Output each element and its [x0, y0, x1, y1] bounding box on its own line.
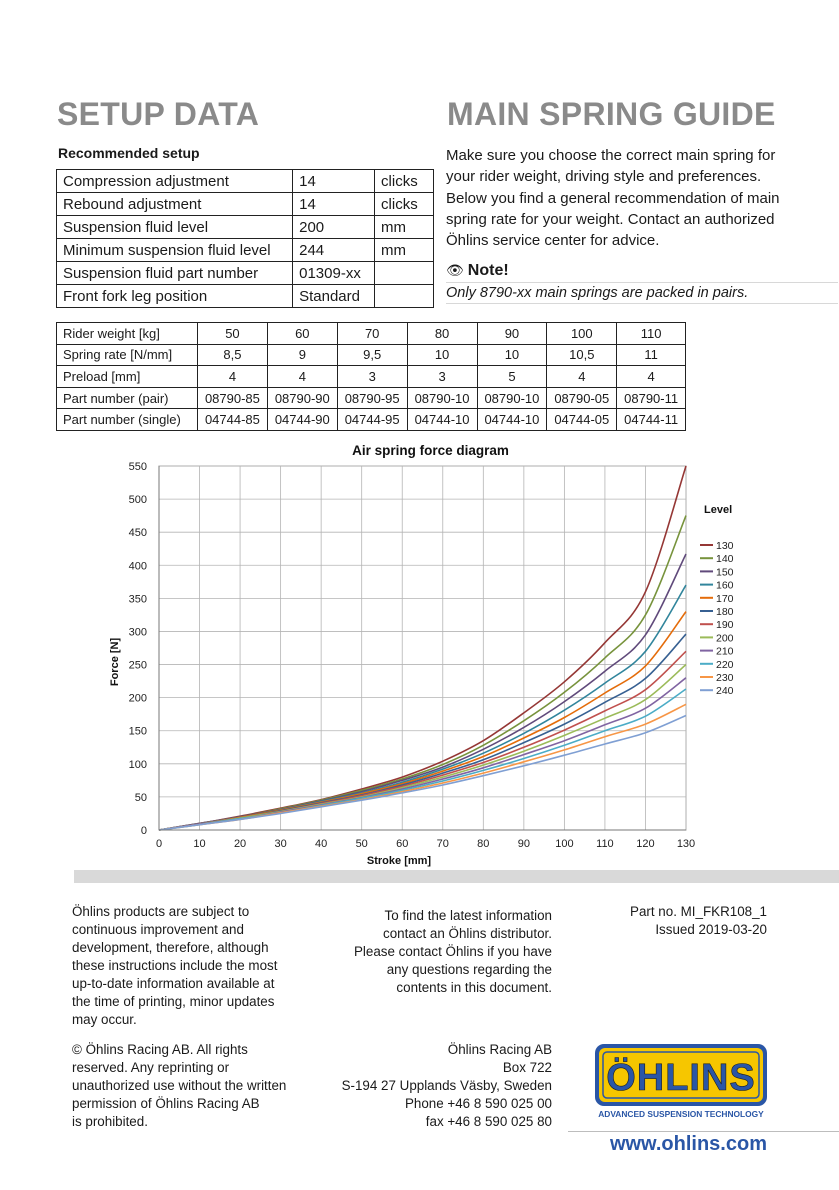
spring-cell: 04744-11 [617, 409, 686, 431]
contact-info-text [330, 907, 552, 997]
contact-line: Please contact Öhlins if you have [354, 944, 552, 959]
contact-line: any questions regarding the [386, 962, 552, 977]
contact-line: contact an Öhlins distributor. [383, 926, 552, 941]
x-tick-label: 90 [517, 838, 530, 850]
legend-title: Level [704, 504, 733, 516]
spring-cell: 9,5 [337, 344, 407, 366]
spring-table-row [57, 323, 686, 345]
setup-unit: clicks [375, 193, 434, 216]
disclaimer-line: up-to-date information available at [72, 976, 275, 991]
logo-wordmark: ÖHLINS [606, 1057, 756, 1099]
y-tick-label: 450 [128, 527, 147, 540]
setup-row [57, 170, 434, 193]
setup-unit [375, 285, 434, 308]
spring-cell: 90 [477, 323, 547, 345]
spring-cell: 08790-95 [337, 387, 407, 409]
document-info [580, 903, 767, 939]
setup-value: 14 [293, 170, 375, 193]
address-line: fax +46 8 590 025 80 [425, 1114, 552, 1129]
spring-cell: 3 [407, 366, 477, 388]
address-line: S-194 27 Upplands Väsby, Sweden [341, 1078, 552, 1093]
legend-label: 220 [716, 658, 734, 671]
legend-label: 150 [716, 566, 734, 579]
legend-label: 160 [716, 579, 734, 592]
part-number: Part no. MI_FKR108_1 [630, 904, 767, 919]
ohlins-logo [595, 1044, 767, 1119]
spring-cell: 4 [267, 366, 337, 388]
setup-parameter: Suspension fluid part number [57, 262, 293, 285]
footer-divider-bar [74, 870, 839, 883]
disclaimer-line: Öhlins products are subject to [72, 904, 250, 919]
setup-value: 244 [293, 239, 375, 262]
spring-cell: 04744-95 [337, 409, 407, 431]
y-tick-label: 0 [140, 825, 147, 837]
spring-rate-table [56, 322, 686, 431]
spring-row-label: Rider weight [kg] [57, 323, 198, 345]
spring-table-row [57, 387, 686, 409]
setup-parameter: Rebound adjustment [57, 193, 293, 216]
x-tick-label: 110 [596, 838, 614, 850]
copyright-line: permission of Öhlins Racing AB [72, 1096, 260, 1111]
spring-row-label: Spring rate [N/mm] [57, 344, 198, 366]
eye-icon: 👁 [446, 262, 464, 278]
spring-cell: 08790-85 [198, 387, 268, 409]
disclaimer-line: the time of printing, minor updates [72, 994, 275, 1009]
contact-line: contents in this document. [396, 980, 552, 995]
setup-unit: mm [375, 239, 434, 262]
x-tick-label: 0 [155, 838, 163, 850]
x-tick-label: 80 [477, 838, 490, 850]
y-axis-label: Force [N] [109, 637, 121, 687]
spring-cell: 80 [407, 323, 477, 345]
spring-cell: 60 [267, 323, 337, 345]
spring-row-label: Preload [mm] [57, 366, 198, 388]
y-tick-label: 400 [128, 560, 147, 573]
spring-cell: 10 [407, 344, 477, 366]
note-heading [446, 262, 838, 283]
spring-cell: 4 [198, 366, 268, 388]
address-line: Phone +46 8 590 025 00 [404, 1096, 552, 1111]
air-spring-force-chart [0, 436, 839, 868]
x-axis-label: Stroke [mm] [366, 855, 432, 867]
setup-unit: clicks [375, 170, 434, 193]
issue-date: Issued 2019-03-20 [655, 922, 767, 937]
setup-unit: mm [375, 216, 434, 239]
y-tick-label: 500 [128, 494, 147, 507]
copyright-line: © Öhlins Racing AB. All rights [72, 1042, 248, 1057]
address-line: Box 722 [502, 1060, 552, 1075]
x-tick-label: 20 [233, 838, 247, 850]
setup-row [57, 239, 434, 262]
setup-parameter: Front fork leg position [57, 285, 293, 308]
spring-cell: 8,5 [198, 344, 268, 366]
disclaimer-line: continuous improvement and [72, 922, 244, 937]
y-tick-label: 300 [128, 626, 147, 639]
x-tick-label: 40 [315, 838, 328, 850]
spring-cell: 110 [617, 323, 686, 345]
spring-table-row [57, 366, 686, 388]
legend-label: 190 [716, 619, 734, 632]
disclaimer-line: these instructions include the most [72, 958, 278, 973]
setup-unit [375, 262, 434, 285]
x-tick-label: 30 [274, 838, 287, 850]
main-spring-guide-title: MAIN SPRING GUIDE [447, 96, 776, 132]
legend-label: 210 [716, 645, 734, 658]
spring-cell: 4 [547, 366, 617, 388]
spring-table-row [57, 344, 686, 366]
setup-parameter: Suspension fluid level [57, 216, 293, 239]
address-line: Öhlins Racing AB [447, 1042, 552, 1057]
spring-cell: 04744-10 [477, 409, 547, 431]
setup-row [57, 193, 434, 216]
y-tick-label: 200 [128, 692, 147, 705]
logo-tagline: ADVANCED SUSPENSION TECHNOLOGY [598, 1109, 764, 1119]
legend-label: 200 [716, 632, 734, 645]
setup-value: Standard [293, 285, 375, 308]
legend-label: 240 [716, 685, 734, 698]
spring-cell: 10,5 [547, 344, 617, 366]
spring-cell: 50 [198, 323, 268, 345]
x-tick-label: 100 [555, 838, 574, 850]
copyright-line: unauthorized use without the written [72, 1078, 287, 1093]
disclaimer-line: may occur. [72, 1012, 137, 1027]
y-tick-label: 250 [128, 659, 147, 672]
spring-row-label: Part number (pair) [57, 387, 198, 409]
recommended-setup-table [56, 169, 434, 308]
spring-cell: 5 [477, 366, 547, 388]
y-tick-label: 550 [128, 461, 147, 473]
spring-cell: 3 [337, 366, 407, 388]
disclaimer-text [72, 903, 312, 1029]
recommended-setup-heading: Recommended setup [58, 145, 200, 161]
copyright-line: reserved. Any reprinting or [72, 1060, 230, 1075]
setup-row [57, 285, 434, 308]
website-link[interactable]: www.ohlins.com [609, 1133, 767, 1155]
spring-cell: 70 [337, 323, 407, 345]
y-tick-label: 350 [128, 593, 147, 606]
spring-table-row [57, 409, 686, 431]
note-label: Note! [467, 262, 509, 279]
legend-label: 170 [716, 592, 734, 605]
y-tick-label: 50 [134, 791, 147, 804]
logo-divider [568, 1131, 839, 1132]
spring-cell: 04744-10 [407, 409, 477, 431]
company-address [300, 1041, 552, 1131]
copyright-line: is prohibited. [72, 1114, 148, 1129]
y-tick-label: 100 [128, 758, 147, 771]
spring-cell: 9 [267, 344, 337, 366]
setup-value: 14 [293, 193, 375, 216]
setup-parameter: Compression adjustment [57, 170, 293, 193]
setup-value: 200 [293, 216, 375, 239]
x-tick-label: 70 [436, 838, 449, 850]
copyright-text [72, 1041, 312, 1131]
spring-cell: 08790-10 [407, 387, 477, 409]
x-tick-label: 50 [355, 838, 368, 850]
contact-line: To find the latest information [384, 908, 552, 923]
legend-label: 140 [716, 553, 734, 566]
spring-cell: 08790-90 [267, 387, 337, 409]
setup-row [57, 216, 434, 239]
legend-label: 180 [716, 606, 734, 618]
chart-title: Air spring force diagram [352, 443, 509, 458]
note-text: Only 8790-xx main springs are packed in pairs. [446, 285, 838, 304]
spring-cell: 04744-85 [198, 409, 268, 431]
x-tick-label: 10 [193, 838, 206, 850]
spring-cell: 04744-90 [267, 409, 337, 431]
spring-cell: 08790-11 [617, 387, 686, 409]
x-tick-label: 120 [636, 838, 655, 850]
spring-cell: 11 [617, 344, 686, 366]
spring-cell: 10 [477, 344, 547, 366]
spring-row-label: Part number (single) [57, 409, 198, 431]
legend-label: 230 [716, 672, 734, 684]
spring-cell: 08790-10 [477, 387, 547, 409]
disclaimer-line: development, therefore, although [72, 940, 269, 955]
x-tick-label: 60 [396, 838, 409, 850]
spring-cell: 08790-05 [547, 387, 617, 409]
y-tick-label: 150 [128, 725, 147, 738]
setup-row [57, 262, 434, 285]
setup-value: 01309-xx [293, 262, 375, 285]
spring-cell: 04744-05 [547, 409, 617, 431]
x-tick-label: 130 [676, 838, 696, 850]
spring-guide-text: Make sure you choose the correct main spring for your rider weight, driving style and preferences. Below you find a general recommendation of main spring rate for your weight. Contact an authorized Öhlins service center for advice. [446, 147, 780, 250]
setup-parameter: Minimum suspension fluid level [57, 239, 293, 262]
legend-label: 130 [716, 540, 734, 552]
spring-cell: 4 [617, 366, 686, 388]
setup-data-title: SETUP DATA [57, 96, 260, 132]
spring-cell: 100 [547, 323, 617, 345]
